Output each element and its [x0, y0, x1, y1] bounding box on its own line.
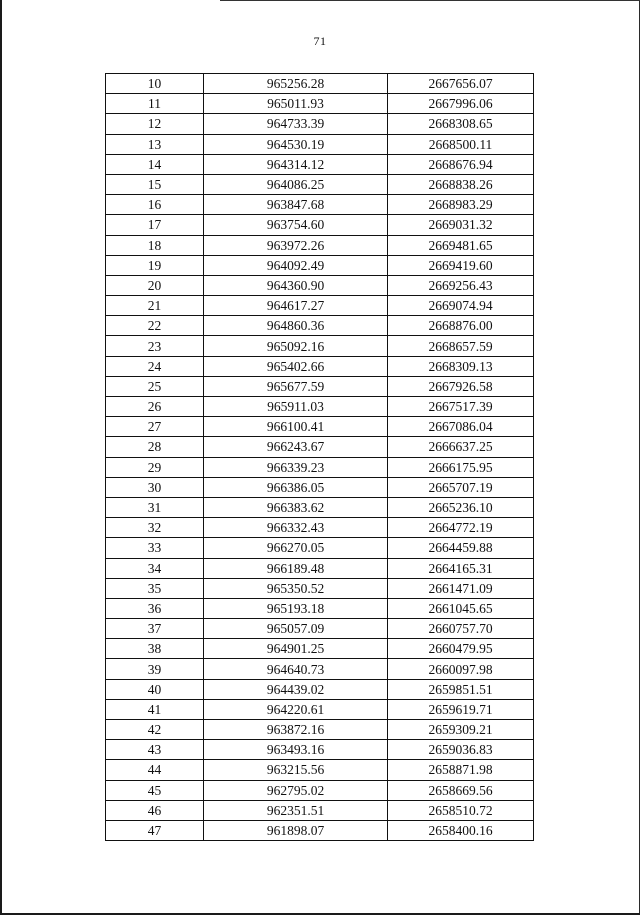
- point-number-cell: 46: [106, 800, 204, 820]
- y-coordinate-cell: 2668838.26: [388, 174, 534, 194]
- table-row: [106, 820, 534, 840]
- x-coordinate-cell: 965677.59: [204, 376, 388, 396]
- point-number-cell: 39: [106, 659, 204, 679]
- y-coordinate-cell: 2660097.98: [388, 659, 534, 679]
- y-coordinate-cell: 2668876.00: [388, 316, 534, 336]
- table-row: [106, 639, 534, 659]
- y-coordinate-cell: 2667517.39: [388, 397, 534, 417]
- table-row: [106, 417, 534, 437]
- x-coordinate-cell: 964086.25: [204, 174, 388, 194]
- y-coordinate-cell: 2659619.71: [388, 699, 534, 719]
- table-row: [106, 760, 534, 780]
- x-coordinate-cell: 964220.61: [204, 699, 388, 719]
- table-row: [106, 558, 534, 578]
- point-number-cell: 22: [106, 316, 204, 336]
- point-number-cell: 16: [106, 195, 204, 215]
- y-coordinate-cell: 2667926.58: [388, 376, 534, 396]
- point-number-cell: 37: [106, 619, 204, 639]
- x-coordinate-cell: 966386.05: [204, 477, 388, 497]
- table-row: [106, 578, 534, 598]
- y-coordinate-cell: 2667996.06: [388, 94, 534, 114]
- x-coordinate-cell: 965092.16: [204, 336, 388, 356]
- table-row: [106, 376, 534, 396]
- point-number-cell: 19: [106, 255, 204, 275]
- x-coordinate-cell: 965256.28: [204, 74, 388, 94]
- table-row: [106, 296, 534, 316]
- y-coordinate-cell: 2669031.32: [388, 215, 534, 235]
- y-coordinate-cell: 2668500.11: [388, 134, 534, 154]
- table-row: [106, 255, 534, 275]
- x-coordinate-cell: 965402.66: [204, 356, 388, 376]
- table-row: [106, 699, 534, 719]
- x-coordinate-cell: 964530.19: [204, 134, 388, 154]
- y-coordinate-cell: 2659851.51: [388, 679, 534, 699]
- y-coordinate-cell: 2667086.04: [388, 417, 534, 437]
- y-coordinate-cell: 2660479.95: [388, 639, 534, 659]
- x-coordinate-cell: 964439.02: [204, 679, 388, 699]
- point-number-cell: 10: [106, 74, 204, 94]
- point-number-cell: 47: [106, 820, 204, 840]
- point-number-cell: 26: [106, 397, 204, 417]
- point-number-cell: 29: [106, 457, 204, 477]
- point-number-cell: 13: [106, 134, 204, 154]
- x-coordinate-cell: 963847.68: [204, 195, 388, 215]
- y-coordinate-cell: 2665707.19: [388, 477, 534, 497]
- point-number-cell: 20: [106, 275, 204, 295]
- x-coordinate-cell: 966189.48: [204, 558, 388, 578]
- x-coordinate-cell: 964092.49: [204, 255, 388, 275]
- y-coordinate-cell: 2659036.83: [388, 740, 534, 760]
- x-coordinate-cell: 966383.62: [204, 497, 388, 517]
- y-coordinate-cell: 2665236.10: [388, 497, 534, 517]
- x-coordinate-cell: 966332.43: [204, 518, 388, 538]
- table-row: [106, 679, 534, 699]
- y-coordinate-cell: 2668657.59: [388, 336, 534, 356]
- scan-border-left: [0, 0, 2, 915]
- x-coordinate-cell: 962351.51: [204, 800, 388, 820]
- point-number-cell: 14: [106, 154, 204, 174]
- point-number-cell: 30: [106, 477, 204, 497]
- point-number-cell: 38: [106, 639, 204, 659]
- y-coordinate-cell: 2669419.60: [388, 255, 534, 275]
- point-number-cell: 15: [106, 174, 204, 194]
- x-coordinate-cell: 963754.60: [204, 215, 388, 235]
- point-number-cell: 31: [106, 497, 204, 517]
- table-row: [106, 800, 534, 820]
- y-coordinate-cell: 2668309.13: [388, 356, 534, 376]
- point-number-cell: 17: [106, 215, 204, 235]
- y-coordinate-cell: 2661045.65: [388, 598, 534, 618]
- table-row: [106, 740, 534, 760]
- table-row: [106, 356, 534, 376]
- table-row: [106, 659, 534, 679]
- y-coordinate-cell: 2664165.31: [388, 558, 534, 578]
- table-row: [106, 195, 534, 215]
- point-number-cell: 43: [106, 740, 204, 760]
- y-coordinate-cell: 2660757.70: [388, 619, 534, 639]
- point-number-cell: 18: [106, 235, 204, 255]
- y-coordinate-cell: 2666637.25: [388, 437, 534, 457]
- y-coordinate-cell: 2664459.88: [388, 538, 534, 558]
- scan-border-top: [220, 0, 640, 1]
- y-coordinate-cell: 2666175.95: [388, 457, 534, 477]
- point-number-cell: 36: [106, 598, 204, 618]
- y-coordinate-cell: 2669481.65: [388, 235, 534, 255]
- table-row: [106, 215, 534, 235]
- y-coordinate-cell: 2659309.21: [388, 720, 534, 740]
- table-row: [106, 598, 534, 618]
- point-number-cell: 42: [106, 720, 204, 740]
- table-row: [106, 619, 534, 639]
- table-row: [106, 74, 534, 94]
- point-number-cell: 41: [106, 699, 204, 719]
- point-number-cell: 23: [106, 336, 204, 356]
- x-coordinate-cell: 963493.16: [204, 740, 388, 760]
- point-number-cell: 33: [106, 538, 204, 558]
- y-coordinate-cell: 2669074.94: [388, 296, 534, 316]
- table-row: [106, 275, 534, 295]
- table-row: [106, 174, 534, 194]
- point-number-cell: 24: [106, 356, 204, 376]
- x-coordinate-cell: 966100.41: [204, 417, 388, 437]
- table-row: [106, 457, 534, 477]
- page-number: 71: [313, 34, 327, 48]
- table-row: [106, 497, 534, 517]
- point-number-cell: 40: [106, 679, 204, 699]
- table-row: [106, 397, 534, 417]
- x-coordinate-cell: 964617.27: [204, 296, 388, 316]
- point-number-cell: 44: [106, 760, 204, 780]
- y-coordinate-cell: 2661471.09: [388, 578, 534, 598]
- x-coordinate-cell: 964640.73: [204, 659, 388, 679]
- coordinates-table-body: [106, 74, 534, 841]
- x-coordinate-cell: 966339.23: [204, 457, 388, 477]
- point-number-cell: 27: [106, 417, 204, 437]
- x-coordinate-cell: 962795.02: [204, 780, 388, 800]
- table-row: [106, 720, 534, 740]
- x-coordinate-cell: 966243.67: [204, 437, 388, 457]
- table-row: [106, 437, 534, 457]
- y-coordinate-cell: 2668308.65: [388, 114, 534, 134]
- point-number-cell: 25: [106, 376, 204, 396]
- coordinates-table: [105, 73, 534, 841]
- x-coordinate-cell: 964733.39: [204, 114, 388, 134]
- x-coordinate-cell: 965057.09: [204, 619, 388, 639]
- point-number-cell: 21: [106, 296, 204, 316]
- x-coordinate-cell: 965911.03: [204, 397, 388, 417]
- table-row: [106, 154, 534, 174]
- point-number-cell: 28: [106, 437, 204, 457]
- y-coordinate-cell: 2669256.43: [388, 275, 534, 295]
- y-coordinate-cell: 2658871.98: [388, 760, 534, 780]
- table-row: [106, 780, 534, 800]
- y-coordinate-cell: 2668983.29: [388, 195, 534, 215]
- table-row: [106, 316, 534, 336]
- y-coordinate-cell: 2664772.19: [388, 518, 534, 538]
- table-row: [106, 518, 534, 538]
- x-coordinate-cell: 963972.26: [204, 235, 388, 255]
- point-number-cell: 45: [106, 780, 204, 800]
- x-coordinate-cell: 961898.07: [204, 820, 388, 840]
- y-coordinate-cell: 2658669.56: [388, 780, 534, 800]
- point-number-cell: 12: [106, 114, 204, 134]
- point-number-cell: 11: [106, 94, 204, 114]
- x-coordinate-cell: 964860.36: [204, 316, 388, 336]
- y-coordinate-cell: 2668676.94: [388, 154, 534, 174]
- table-row: [106, 477, 534, 497]
- y-coordinate-cell: 2658400.16: [388, 820, 534, 840]
- table-row: [106, 94, 534, 114]
- table-row: [106, 114, 534, 134]
- x-coordinate-cell: 964901.25: [204, 639, 388, 659]
- x-coordinate-cell: 965193.18: [204, 598, 388, 618]
- y-coordinate-cell: 2658510.72: [388, 800, 534, 820]
- x-coordinate-cell: 964360.90: [204, 275, 388, 295]
- x-coordinate-cell: 963215.56: [204, 760, 388, 780]
- x-coordinate-cell: 966270.05: [204, 538, 388, 558]
- x-coordinate-cell: 963872.16: [204, 720, 388, 740]
- x-coordinate-cell: 965350.52: [204, 578, 388, 598]
- point-number-cell: 32: [106, 518, 204, 538]
- table-row: [106, 336, 534, 356]
- table-row: [106, 538, 534, 558]
- table-row: [106, 235, 534, 255]
- x-coordinate-cell: 964314.12: [204, 154, 388, 174]
- point-number-cell: 35: [106, 578, 204, 598]
- point-number-cell: 34: [106, 558, 204, 578]
- y-coordinate-cell: 2667656.07: [388, 74, 534, 94]
- table-row: [106, 134, 534, 154]
- x-coordinate-cell: 965011.93: [204, 94, 388, 114]
